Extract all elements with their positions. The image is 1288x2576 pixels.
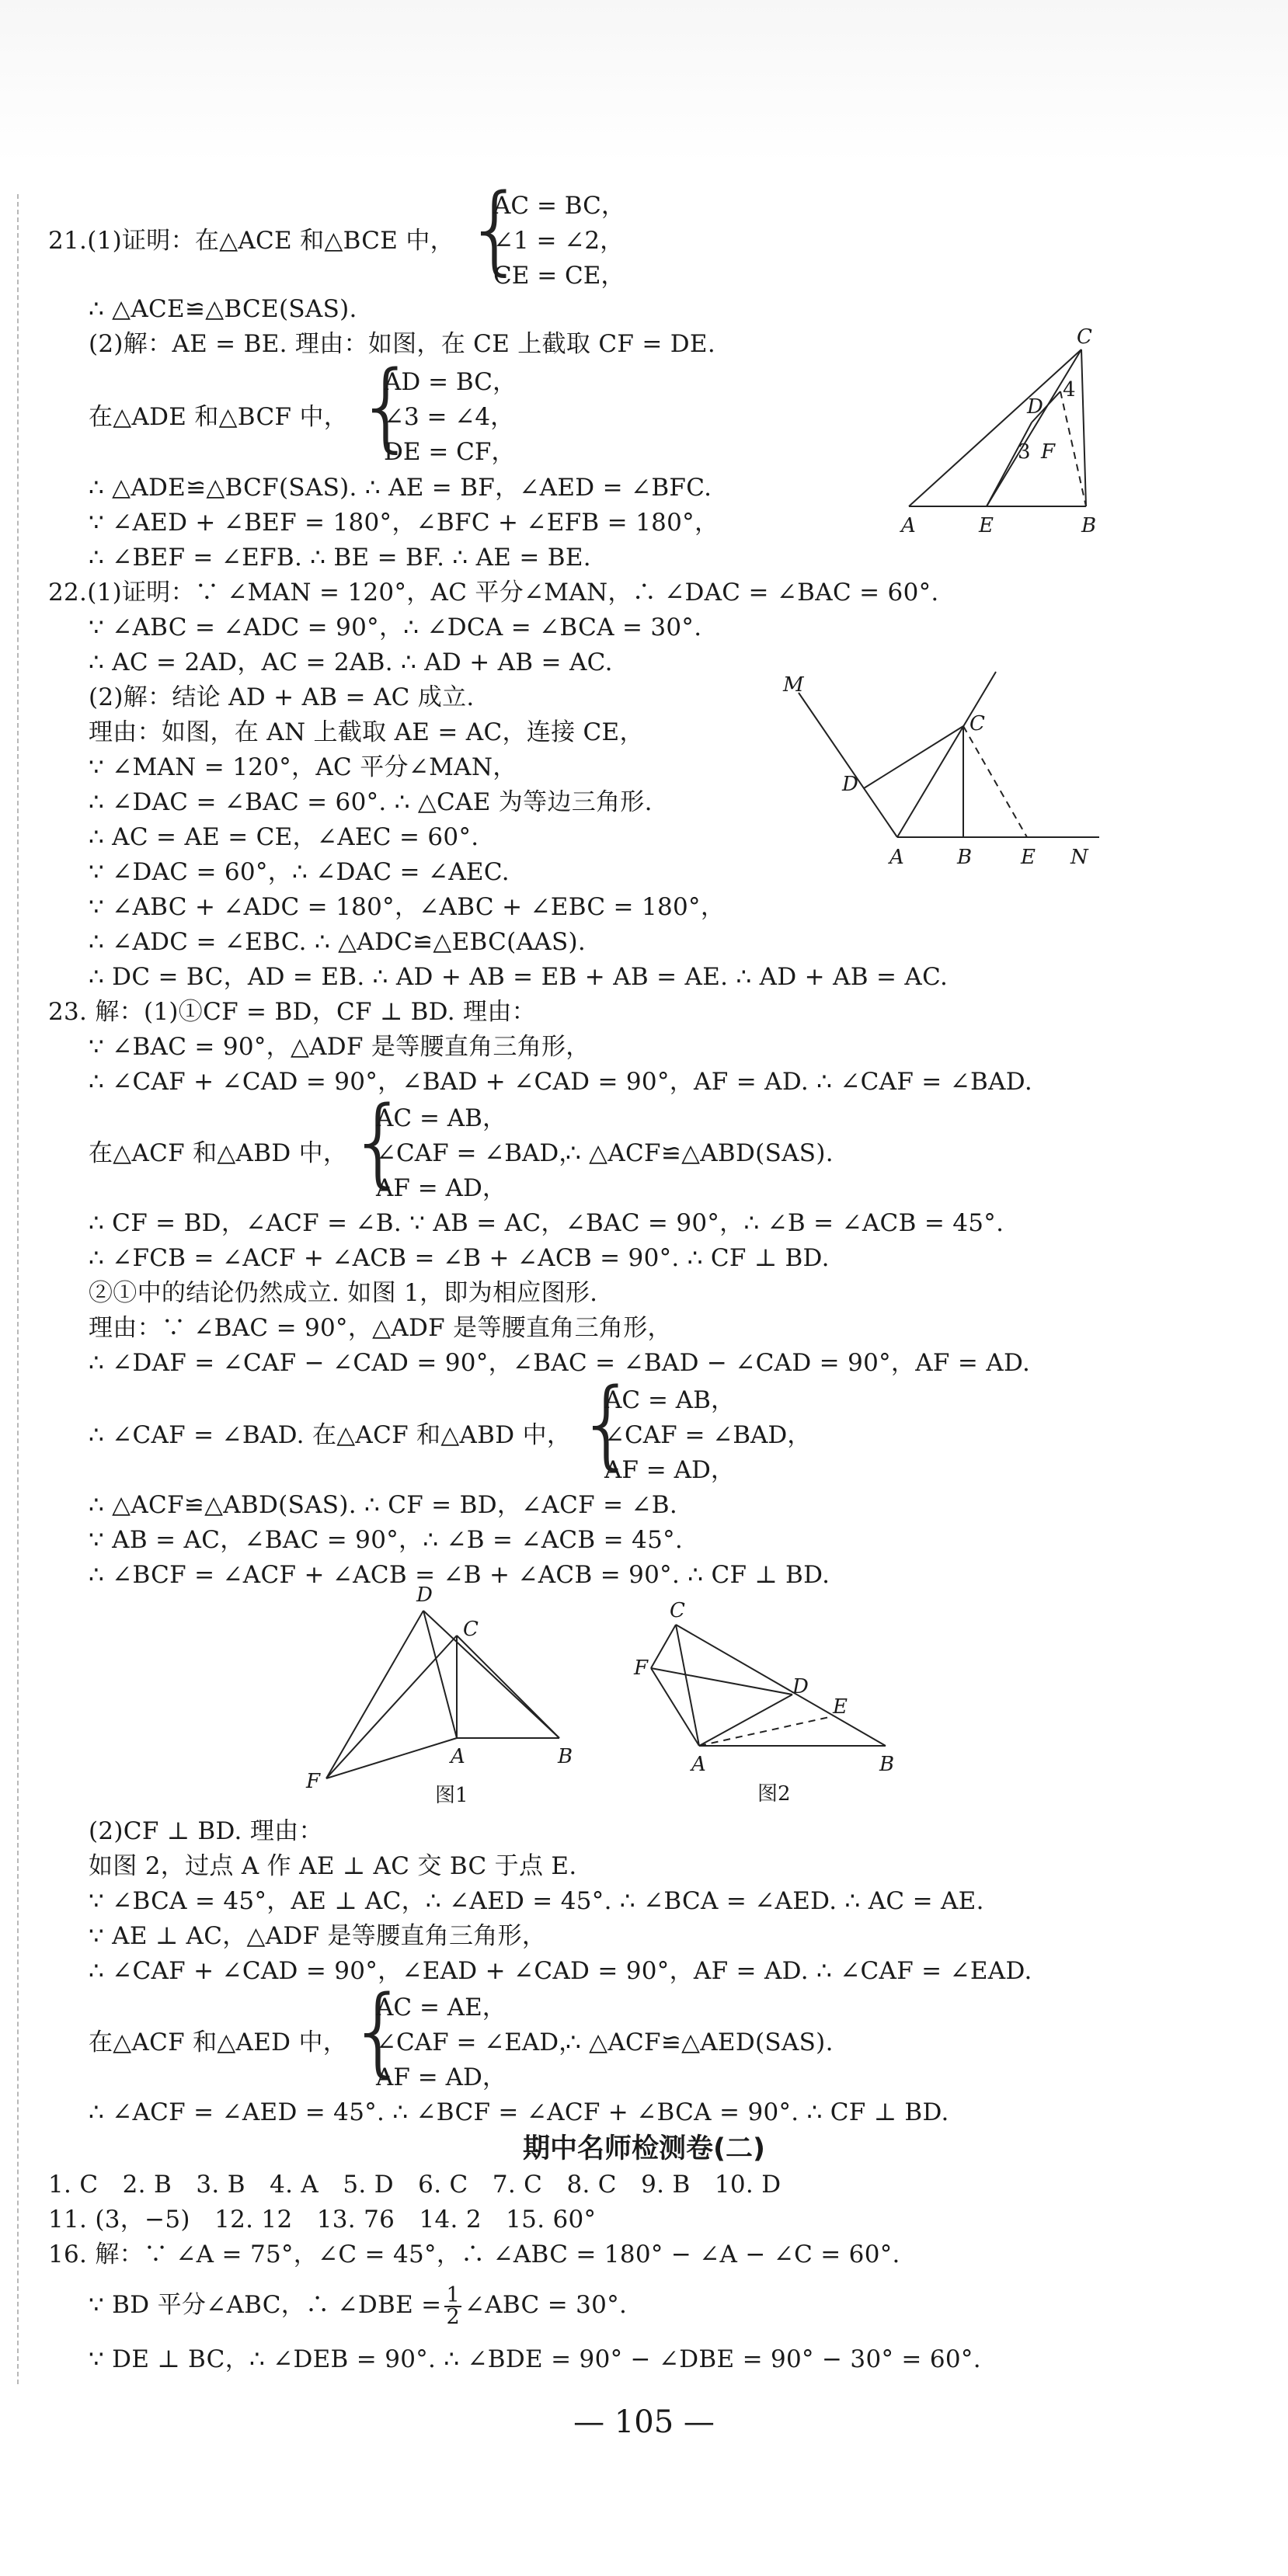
- fig21-label-F: F: [1041, 440, 1056, 464]
- fig22-label-B: B: [957, 846, 973, 869]
- q21-condition-3: CE = CE，: [493, 262, 625, 290]
- fig1-label-F: F: [306, 1770, 321, 1793]
- q23-part2-step-1: ∵ ∠BCA = 45°，AE ⊥ AC，∴ ∠AED = 45°. ∴ ∠BCA = ∠AED. ∴ AC = AE.: [89, 1887, 984, 1915]
- q23-condition-5: ∠CAF = ∠BAD，: [604, 1421, 812, 1449]
- q16-step-2-post: ∠ABC = 30°.: [464, 2291, 628, 2319]
- q23-part2-step-2: ∵ AE ⊥ AC，△ADF 是等腰直角三角形，: [89, 1922, 547, 1950]
- q22-step-6: ∵ ∠DAC = 60°，∴ ∠DAC = ∠AEC.: [89, 858, 510, 886]
- fig21-label-C: C: [1077, 325, 1092, 349]
- q22-part1-proof: 22.(1)证明：∵ ∠MAN = 120°，AC 平分∠MAN，∴ ∠DAC = ∠BAC = 60°.: [48, 579, 939, 607]
- q23-condition-1: AC = AB，: [376, 1104, 506, 1132]
- q21-congruence-2: ∴ △ADE≌△BCF(SAS). ∴ AE = BF，∠AED = ∠BFC.: [89, 474, 712, 502]
- fraction-denominator: 2: [446, 2304, 460, 2329]
- q23-condition-3: AF = AD，: [376, 1174, 506, 1202]
- fig2-label-D: D: [792, 1675, 809, 1698]
- fig21-label-D: D: [1027, 395, 1043, 419]
- fig2-label-C: C: [670, 1599, 685, 1622]
- page-top-shading: [0, 0, 1288, 163]
- q23-condition-8: ∠CAF = ∠EAD，: [376, 2028, 583, 2056]
- q21-condition-1: AC = BC，: [493, 192, 625, 220]
- q23-part1-2: ②①中的结论仍然成立. 如图 1，即为相应图形.: [89, 1279, 598, 1307]
- fraction-one-half: [444, 2282, 461, 2329]
- q23-part2-answer: (2)CF ⊥ BD. 理由：: [89, 1817, 323, 1845]
- q21-part1-proof: 21.(1)证明：在△ACE 和△BCE 中，: [48, 227, 454, 255]
- fig21-label-E: E: [979, 514, 994, 537]
- q16-step-3: ∵ DE ⊥ BC，∴ ∠DEB = 90°. ∴ ∠BDE = 90° − ∠DBE = 90° − 30° = 60°.: [89, 2345, 981, 2373]
- fig22-label-N: N: [1070, 846, 1088, 869]
- fig1-label-D: D: [416, 1583, 433, 1607]
- q21-condition-4: AD = BC，: [384, 368, 517, 396]
- q23-step-7: ∴ ∠BCF = ∠ACF + ∠ACB = ∠B + ∠ACB = 90°. ∴ CF ⊥ BD.: [89, 1561, 830, 1589]
- fig2-label-E: E: [833, 1695, 848, 1719]
- q23-reason-2: 理由：∵ ∠BAC = 90°，△ADF 是等腰直角三角形，: [89, 1314, 672, 1342]
- q23-brace-1: {: [348, 1086, 409, 1198]
- q23-condition-6: AF = AD，: [604, 1456, 735, 1484]
- q23-part2-construction: 如图 2，过点 A 作 AE ⊥ AC 交 BC 于点 E.: [89, 1852, 577, 1880]
- q22-conclusion: ∴ DC = BC，AD = EB. ∴ AD + AB = EB + AB = AE. ∴ AD + AB = AC.: [89, 963, 949, 991]
- q23-condition-7: AC = AE，: [376, 1994, 506, 2022]
- q16-step-2-pre: ∵ BD 平分∠ABC，∴ ∠DBE =: [89, 2291, 442, 2319]
- q23-part2-conclusion: ∴ ∠ACF = ∠AED = 45°. ∴ ∠BCF = ∠ACF + ∠BCA = 90°. ∴ CF ⊥ BD.: [89, 2098, 949, 2126]
- figure-23-2: [629, 1600, 924, 1809]
- answers-choice: 1. C 2. B 3. B 4. A 5. D 6. C 7. C 8. C 9. B 10. D: [48, 2171, 782, 2199]
- q23-condition-9: AF = AD，: [376, 2063, 506, 2091]
- q22-step-4: ∴ ∠DAC = ∠BAC = 60°. ∴ △CAE 为等边三角形.: [89, 788, 653, 816]
- q23-congruence-2: ∴ △ACF≌△ABD(SAS). ∴ CF = BD，∠ACF = ∠B.: [89, 1491, 678, 1519]
- q21-condition-5: ∠3 = ∠4，: [384, 403, 515, 431]
- q23-brace-3: {: [348, 1976, 409, 2088]
- fig1-label-B: B: [558, 1745, 573, 1768]
- fig22-label-D: D: [842, 773, 858, 796]
- figure-q22: [777, 660, 1119, 878]
- fig2-label-B: B: [879, 1753, 895, 1776]
- q21-condition-6: DE = CF，: [384, 438, 516, 466]
- q21-brace-2: {: [356, 351, 417, 463]
- q22-step-5: ∴ AC = AE = CE，∠AEC = 60°.: [89, 823, 479, 851]
- fig1-label-A: A: [451, 1745, 465, 1768]
- fig21-label-A: A: [901, 514, 916, 537]
- q21-part2-intro: 在△ADE 和△BCF 中，: [89, 403, 349, 431]
- q23-step-3: ∴ CF = BD，∠ACF = ∠B. ∵ AB = AC，∠BAC = 90°，∴ ∠B = ∠ACB = 45°.: [89, 1209, 1004, 1237]
- q22-step-1: ∵ ∠ABC = ∠ADC = 90°，∴ ∠DCA = ∠BCA = 30°.: [89, 614, 702, 641]
- q23-intro-2: ∴ ∠CAF = ∠BAD. 在△ACF 和△ABD 中，: [89, 1421, 572, 1449]
- q23-part2-step-3: ∴ ∠CAF + ∠CAD = 90°，∠EAD + ∠CAD = 90°，AF = AD. ∴ ∠CAF = ∠EAD.: [89, 1957, 1032, 1985]
- q16-step-1: 16. 解：∵ ∠A = 75°，∠C = 45°，∴ ∠ABC = 180° − ∠A − ∠C = 60°.: [48, 2241, 900, 2268]
- fig22-label-E: E: [1021, 846, 1036, 869]
- q23-congruence-1: ∴ △ACF≌△ABD(SAS).: [566, 1139, 834, 1167]
- q22-step-8: ∴ ∠ADC = ∠EBC. ∴ △ADC≌△EBC(AAS).: [89, 928, 587, 956]
- fig22-label-M: M: [783, 673, 804, 697]
- fig1-label-C: C: [463, 1618, 479, 1641]
- q23-step-6: ∵ AB = AC，∠BAC = 90°，∴ ∠B = ∠ACB = 45°.: [89, 1526, 684, 1554]
- figure-23-1: [295, 1584, 606, 1809]
- q22-reason: 理由：如图，在 AN 上截取 AE = AC，连接 CE，: [89, 718, 644, 746]
- q22-step-3: ∵ ∠MAN = 120°，AC 平分∠MAN，: [89, 753, 517, 781]
- q21-conclusion: ∴ ∠BEF = ∠EFB. ∴ BE = BF. ∴ AE = BE.: [89, 544, 591, 572]
- q21-step-angles: ∵ ∠AED + ∠BEF = 180°，∠BFC + ∠EFB = 180°，: [89, 509, 719, 537]
- fraction-numerator: 1: [446, 2282, 460, 2307]
- q21-brace-1: {: [465, 174, 526, 286]
- q22-part2-answer: (2)解：结论 AD + AB = AC 成立.: [89, 683, 475, 711]
- fig21-angle-4: 4: [1063, 378, 1076, 402]
- q23-step-5: ∴ ∠DAF = ∠CAF − ∠CAD = 90°，∠BAC = ∠BAD − ∠CAD = 90°，AF = AD.: [89, 1349, 1031, 1377]
- figure-q21: [886, 326, 1119, 540]
- fig2-label-A: A: [691, 1753, 706, 1776]
- q21-part2-answer: (2)解：AE = BE. 理由：如图，在 CE 上截取 CF = DE.: [89, 330, 715, 358]
- q23-intro-1: 在△ACF 和△ABD 中，: [89, 1139, 348, 1167]
- fig21-label-B: B: [1081, 514, 1097, 537]
- answers-fill: 11. (3，−5) 12. 12 13. 76 14. 2 15. 60°: [48, 2206, 597, 2234]
- q22-step-7: ∵ ∠ABC + ∠ADC = 180°，∠ABC + ∠EBC = 180°，: [89, 893, 726, 921]
- q22-step-2: ∴ AC = 2AD，AC = 2AB. ∴ AD + AB = AC.: [89, 648, 613, 676]
- fig2-label-F: F: [634, 1656, 649, 1680]
- q23-congruence-3: ∴ △ACF≌△AED(SAS).: [566, 2028, 834, 2056]
- q21-condition-2: ∠1 = ∠2，: [493, 227, 625, 255]
- fig22-label-C: C: [969, 712, 985, 735]
- q23-condition-4: AC = AB，: [604, 1386, 735, 1414]
- q21-congruence-1: ∴ △ACE≌△BCE(SAS).: [89, 295, 357, 323]
- q23-part1-answer: 23. 解：(1)①CF = BD，CF ⊥ BD. 理由：: [48, 998, 536, 1026]
- q23-brace-2: {: [576, 1368, 638, 1480]
- q16-step-2: [89, 2283, 627, 2327]
- fig1-caption: 图1: [435, 1784, 468, 1807]
- binding-dashed-line: [17, 194, 19, 2384]
- page-number: — 105 —: [573, 2404, 715, 2440]
- fig21-angle-3: 3: [1018, 440, 1031, 464]
- q23-step-4: ∴ ∠FCB = ∠ACF + ∠ACB = ∠B + ∠ACB = 90°. ∴ CF ⊥ BD.: [89, 1244, 830, 1272]
- q23-step-1: ∵ ∠BAC = 90°，△ADF 是等腰直角三角形，: [89, 1033, 590, 1061]
- fig22-label-A: A: [889, 846, 904, 869]
- q23-condition-2: ∠CAF = ∠BAD，: [376, 1139, 583, 1167]
- fig2-caption: 图2: [757, 1782, 791, 1806]
- q23-step-2: ∴ ∠CAF + ∠CAD = 90°，∠BAD + ∠CAD = 90°，AF = AD. ∴ ∠CAF = ∠BAD.: [89, 1068, 1032, 1096]
- section-title: 期中名师检测卷(二): [523, 2133, 765, 2164]
- q23-part2-intro: 在△ACF 和△AED 中，: [89, 2028, 348, 2056]
